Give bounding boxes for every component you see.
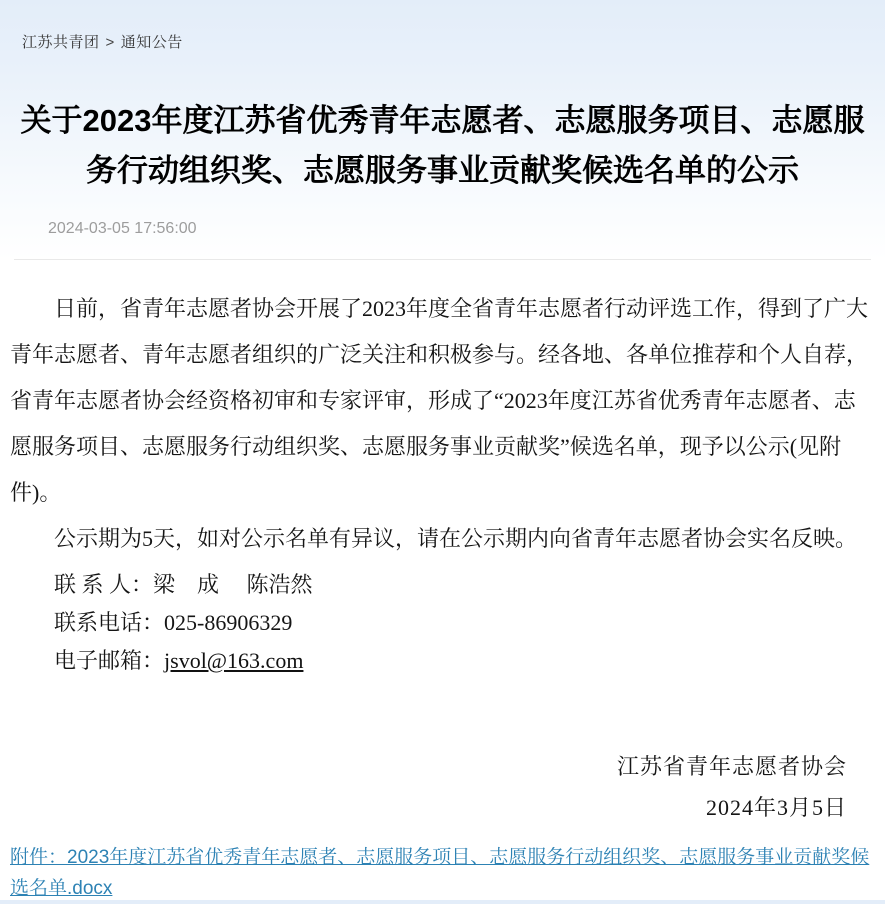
contact-phone-label: 联系电话：	[54, 610, 165, 635]
breadcrumb-link-home[interactable]: 江苏共青团	[22, 34, 100, 51]
breadcrumb-separator: >	[105, 34, 115, 51]
title-divider	[14, 259, 871, 260]
signature-org: 江苏省青年志愿者协会	[616, 754, 847, 779]
body-paragraph: 日前，省青年志愿者协会开展了2023年度全省青年志愿者行动评选工作，得到了广大青年志愿者、青年志愿者组织的广泛关注和积极参与。经各地、各单位推荐和个人自荐，省青年志愿者协会经资格初审和专家评审，形成了“2023年度江苏省优秀青年志愿者、志愿服务项目、志愿服务行动组织奖、志愿服务事业贡献奖”候选名单，现予以公示(见附件)。	[10, 296, 869, 505]
contact-email-label: 电子邮箱：	[54, 648, 165, 673]
signature-block	[10, 746, 875, 828]
breadcrumb-link-category[interactable]: 通知公告	[120, 34, 183, 51]
contact-phone-value: 025-86906329	[164, 610, 293, 635]
contact-person-line	[10, 566, 875, 604]
page-title: 关于2023年度江苏省优秀青年志愿者、志愿服务项目、志愿服务行动组织奖、志愿服务事业贡献奖候选名单的公示	[20, 103, 865, 188]
attachment-section	[0, 842, 885, 904]
contact-phone-line	[10, 604, 875, 642]
contact-email-line	[10, 642, 875, 680]
contact-email-link[interactable]: jsvol@163.com	[164, 648, 304, 673]
attachment-link[interactable]: 附件：2023年度江苏省优秀青年志愿者、志愿服务项目、志愿服务行动组织奖、志愿服务事业贡献奖候选名单.docx	[10, 847, 870, 899]
breadcrumb	[0, 0, 885, 52]
contact-person-label: 联 系 人：	[54, 572, 154, 597]
contact-block	[10, 566, 875, 680]
signature-date: 2024年3月5日	[705, 795, 847, 820]
article-body	[0, 286, 885, 828]
contact-person-value: 梁 成 陈浩然	[153, 572, 313, 597]
publish-timestamp: 2024-03-05 17:56:00	[48, 220, 197, 237]
body-paragraph: 公示期为5天，如对公示名单有异议，请在公示期内向省青年志愿者协会实名反映。	[54, 526, 858, 551]
